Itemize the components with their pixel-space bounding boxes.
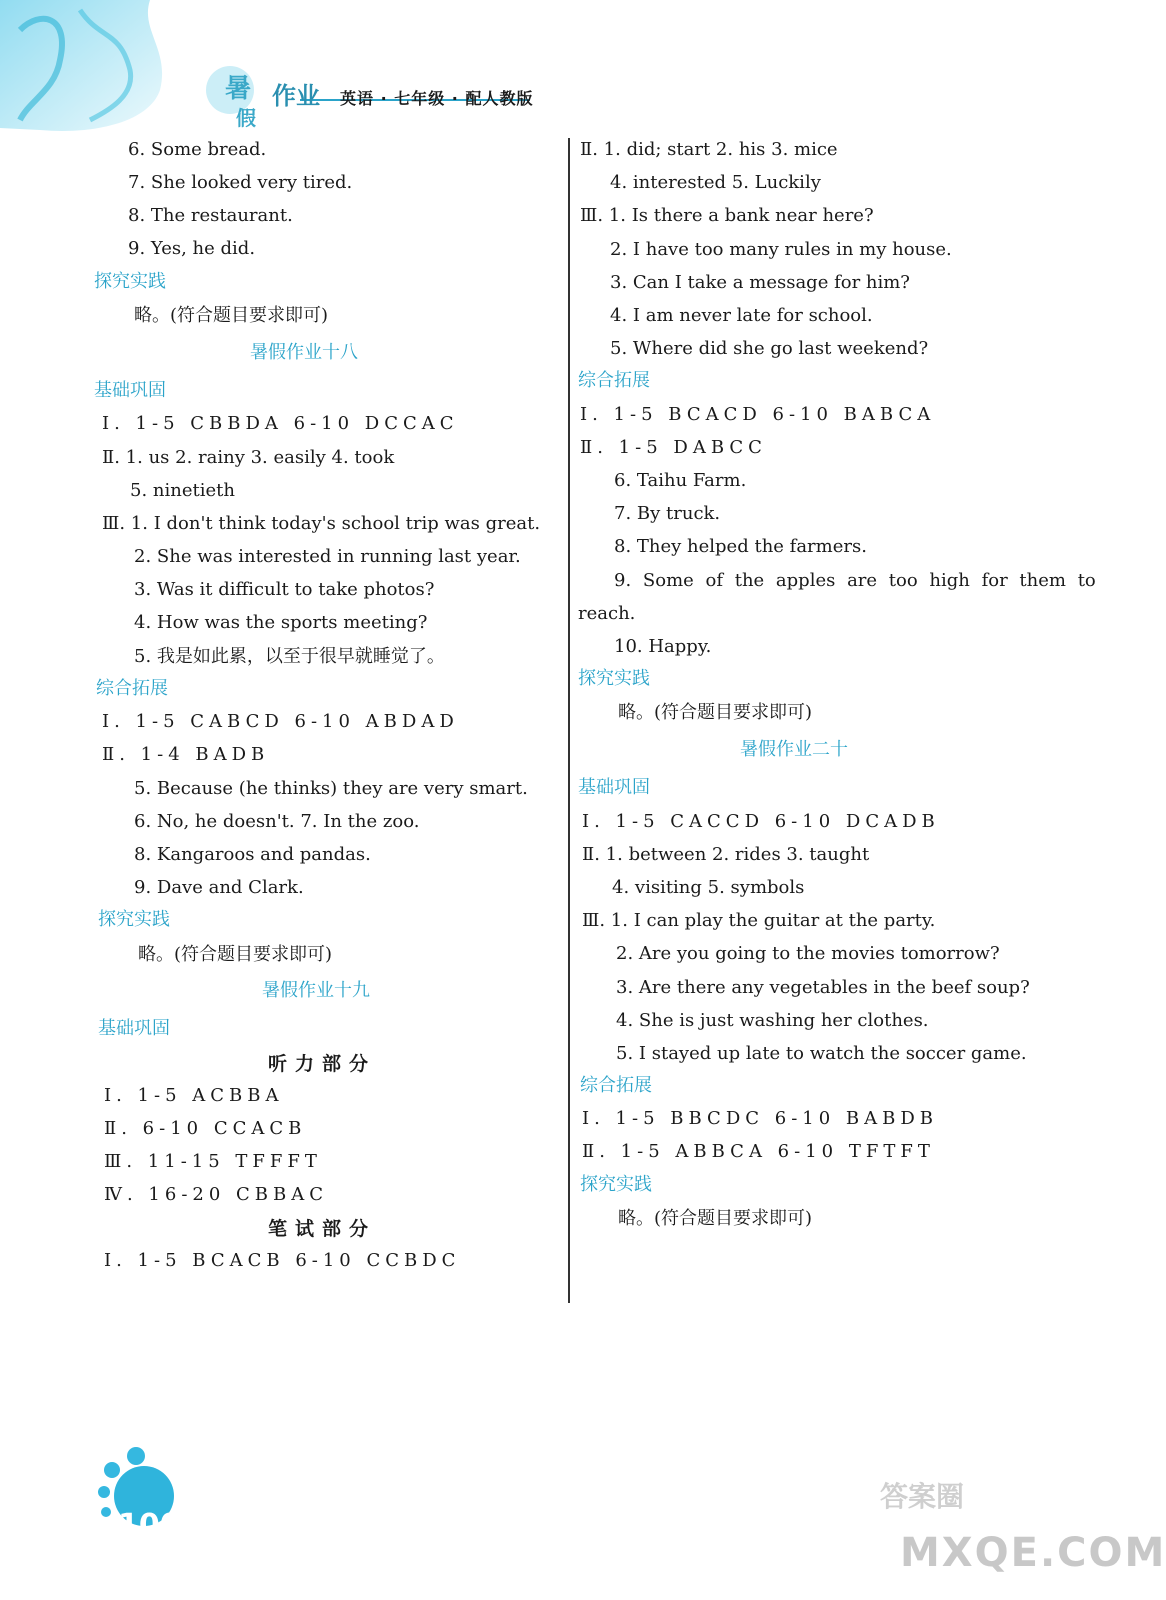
answer-line: 略。(符合题目要求即可) <box>138 944 333 965</box>
answer-line: 2. She was interested in running last year. <box>134 546 521 567</box>
answer-line: reach. <box>578 603 636 624</box>
section-heading: 基础巩固 <box>98 1018 170 1039</box>
answer-line: 9. Some of the apples are too high for them to <box>614 570 1096 591</box>
section-heading: 基础巩固 <box>578 777 650 798</box>
answer-line: 5. I stayed up late to watch the soccer game. <box>616 1043 1027 1064</box>
answer-line: 6. Taihu Farm. <box>614 470 747 491</box>
answer-line: 3. Are there any vegetables in the beef soup? <box>616 977 1030 998</box>
answer-line: 5. Where did she go last weekend? <box>610 338 929 359</box>
answer-line: 9. Yes, he did. <box>128 238 256 259</box>
answer-line: Ⅰ. 1-5 CABCD 6-10 ABDAD <box>102 711 459 732</box>
answer-line: 略。(符合题目要求即可) <box>134 305 329 326</box>
answer-line: Ⅲ. 11-15 TFFFT <box>104 1151 322 1172</box>
answer-line: Ⅱ. 1. between 2. rides 3. taught <box>582 844 870 865</box>
answer-line: Ⅱ. 1-5 ABBCA 6-10 TFTFT <box>582 1141 935 1162</box>
answer-line: 4. How was the sports meeting? <box>134 612 428 633</box>
answer-line: 4. interested 5. Luckily <box>610 172 821 193</box>
watermark-site: MXQE.COM <box>900 1530 1166 1576</box>
logo-char-shu: 暑 <box>225 74 252 104</box>
answer-line: Ⅱ. 6-10 CCACB <box>104 1118 307 1139</box>
answer-line: 4. She is just washing her clothes. <box>616 1010 929 1031</box>
answer-line: 2. Are you going to the movies tomorrow? <box>616 943 1000 964</box>
answer-line: Ⅲ. 1. I can play the guitar at the party. <box>582 910 936 931</box>
logo-char-jia: 假 <box>236 106 256 130</box>
homework-title: 暑假作业十九 <box>262 980 370 1001</box>
header-subtitle: 英语 · 七年级 · 配人教版 <box>340 89 534 108</box>
answer-line: 9. Dave and Clark. <box>134 877 304 898</box>
answer-line: 5. ninetieth <box>130 480 235 501</box>
answer-line: 10. Happy. <box>614 636 712 657</box>
answer-line: Ⅳ. 16-20 CBBAC <box>104 1184 329 1205</box>
part-heading-written: 笔试部分 <box>268 1218 377 1240</box>
answer-line: 8. They helped the farmers. <box>614 536 867 557</box>
section-heading: 探究实践 <box>98 909 170 930</box>
answer-line: 3. Can I take a message for him? <box>610 272 910 293</box>
page-number: 100 <box>118 1508 181 1543</box>
column-divider <box>568 138 570 1303</box>
section-heading: 探究实践 <box>94 271 166 292</box>
answer-line: 5. Because (he thinks) they are very smart. <box>134 778 528 799</box>
answer-line: 7. She looked very tired. <box>128 172 353 193</box>
answer-line: Ⅰ. 1-5 BCACD 6-10 BABCA <box>580 404 936 425</box>
homework-title: 暑假作业二十 <box>740 739 848 760</box>
header-landscape-art <box>0 0 560 140</box>
answer-line: 4. visiting 5. symbols <box>612 877 805 898</box>
answer-line: 5. 我是如此累，以至于很早就睡觉了。 <box>134 646 445 667</box>
answer-line: Ⅲ. 1. I don't think today's school trip was great. <box>102 513 541 534</box>
answer-line: Ⅰ. 1-5 CACCD 6-10 DCADB <box>582 811 940 832</box>
section-heading: 综合拓展 <box>96 678 168 699</box>
answer-line: 8. Kangaroos and pandas. <box>134 844 371 865</box>
logo-text-zuoye: 作业 <box>272 82 320 110</box>
answer-line: 2. I have too many rules in my house. <box>610 239 952 260</box>
answer-line: Ⅰ. 1-5 BBCDC 6-10 BABDB <box>582 1108 939 1129</box>
answer-line: Ⅰ. 1-5 BCACB 6-10 CCBDC <box>104 1250 461 1271</box>
answer-line: 7. By truck. <box>614 503 721 524</box>
answer-line: Ⅰ. 1-5 ACBBA <box>104 1085 284 1106</box>
section-heading: 探究实践 <box>578 668 650 689</box>
watermark-logo: 答案圈 <box>880 1480 965 1513</box>
answer-line: 3. Was it difficult to take photos? <box>134 579 435 600</box>
section-heading: 综合拓展 <box>578 370 650 391</box>
part-heading-listening: 听力部分 <box>268 1053 377 1075</box>
answer-line: 略。(符合题目要求即可) <box>618 1208 813 1229</box>
answer-line: Ⅱ. 1. did; start 2. his 3. mice <box>580 139 838 160</box>
answer-line: 4. I am never late for school. <box>610 305 873 326</box>
answer-line: 8. The restaurant. <box>128 205 293 226</box>
answer-line: 略。(符合题目要求即可) <box>618 702 813 723</box>
answer-line: Ⅰ. 1-5 CBBDA 6-10 DCCAC <box>102 413 459 434</box>
answer-line: 6. No, he doesn't. 7. In the zoo. <box>134 811 420 832</box>
answer-line: Ⅱ. 1-4 BADB <box>102 744 270 765</box>
homework-title: 暑假作业十八 <box>250 342 358 363</box>
answer-line: Ⅱ. 1-5 DABCC <box>580 437 767 458</box>
section-heading: 探究实践 <box>580 1174 652 1195</box>
section-heading: 基础巩固 <box>94 380 166 401</box>
answer-line: Ⅲ. 1. Is there a bank near here? <box>580 205 874 226</box>
page-header <box>0 0 560 140</box>
answer-line: Ⅱ. 1. us 2. rainy 3. easily 4. took <box>102 447 395 468</box>
answer-line: 6. Some bread. <box>128 139 267 160</box>
section-heading: 综合拓展 <box>580 1075 652 1096</box>
